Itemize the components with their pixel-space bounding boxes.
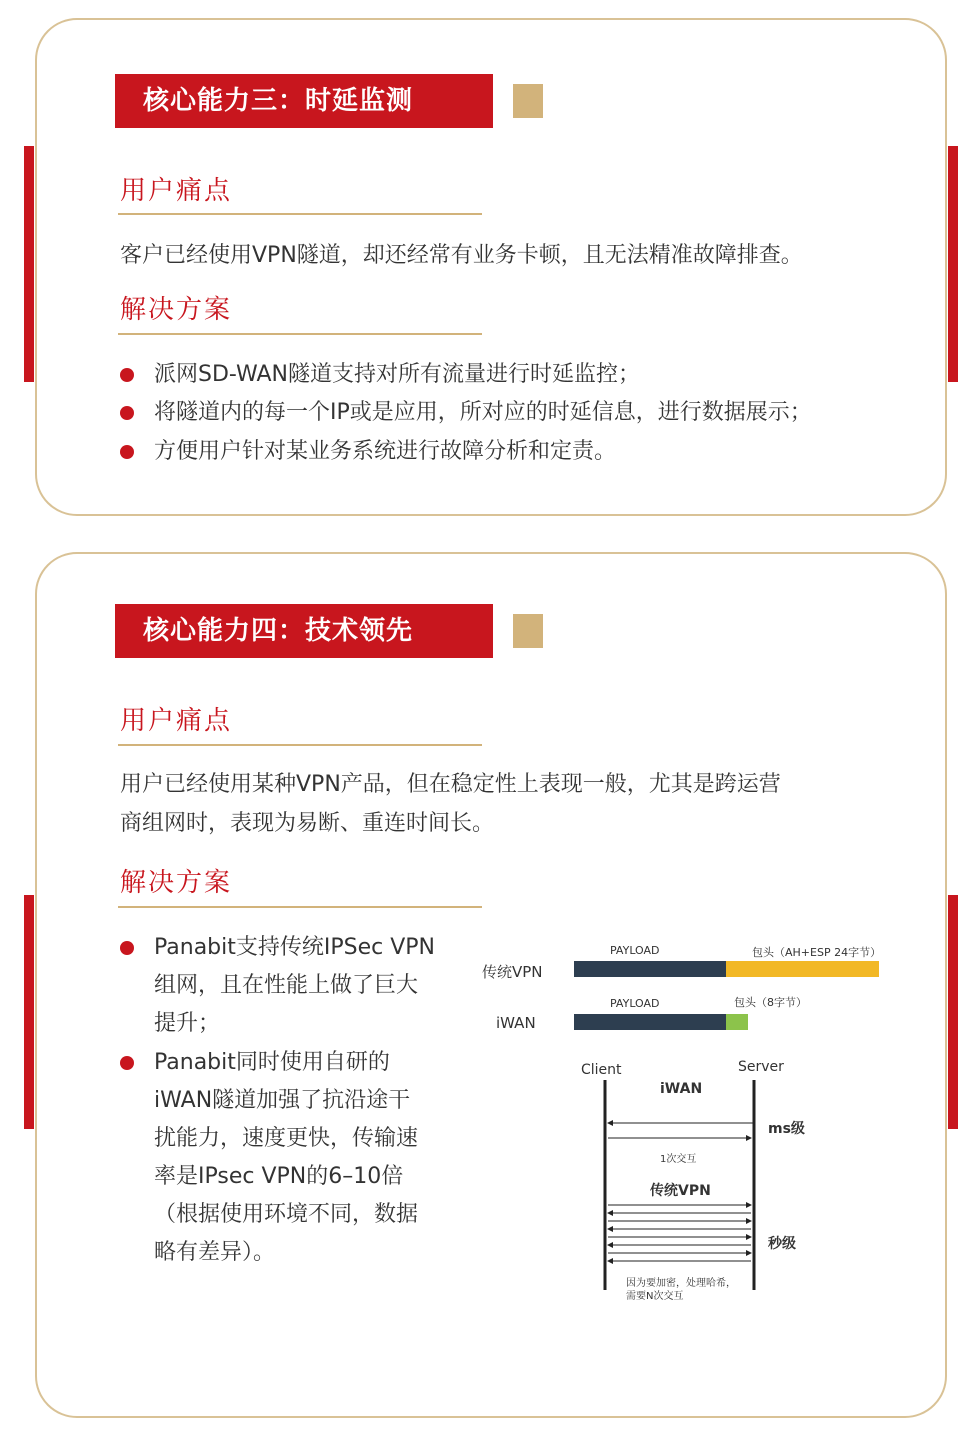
section-title-banner bbox=[115, 74, 545, 128]
bullet-dot bbox=[120, 941, 134, 955]
pain-heading: 用户痛点 bbox=[120, 706, 233, 736]
bullet-text-line: （根据使用环境不同，数据 bbox=[154, 1202, 419, 1227]
iwan-count-label: 1次交互 bbox=[660, 1154, 697, 1165]
header-label: 包头（AH+ESP 24字节） bbox=[752, 946, 882, 959]
bullet-text-line: Panabit同时使用自研的 bbox=[154, 1050, 390, 1075]
bullet-text-line: iWAN隧道加强了抗沿途干 bbox=[154, 1088, 411, 1113]
pain-text-line: 用户已经使用某种VPN产品，但在稳定性上表现一般，尤其是跨运营 bbox=[120, 772, 781, 797]
title-tan-block bbox=[513, 84, 543, 118]
solution-heading: 解决方案 bbox=[120, 868, 233, 898]
title-tan-block bbox=[513, 614, 543, 648]
left-accent-bar bbox=[24, 895, 34, 1129]
bullet-dot bbox=[120, 445, 134, 459]
bullet-text-line: Panabit支持传统IPSec VPN bbox=[154, 935, 436, 960]
bullet-text-line: 组网，且在性能上做了巨大 bbox=[154, 973, 419, 998]
pain-heading-underline bbox=[118, 213, 482, 215]
bullet-dot bbox=[120, 1056, 134, 1070]
pain-heading-underline bbox=[118, 744, 482, 746]
bullet-text-line: 提升； bbox=[154, 1011, 221, 1036]
bullet-text: 方便用户针对某业务系统进行故障分析和定责。 bbox=[154, 439, 617, 464]
row-label: 传统VPN bbox=[482, 963, 543, 981]
vpn-note-line: 因为要加密，处理哈希， bbox=[626, 1278, 736, 1289]
bullet-text-line: 扰能力，速度更快，传输速 bbox=[154, 1126, 419, 1151]
section-title: 核心能力四：技术领先 bbox=[115, 604, 493, 658]
client-label: Client bbox=[581, 1062, 622, 1078]
solution-heading: 解决方案 bbox=[120, 295, 233, 325]
bullet-text: 派网SD-WAN隧道支持对所有流量进行时延监控； bbox=[154, 362, 641, 387]
vpn-title: 传统VPN bbox=[650, 1183, 711, 1199]
payload-label: PAYLOAD bbox=[610, 997, 660, 1010]
server-label: Server bbox=[738, 1059, 784, 1075]
section-title-banner bbox=[115, 604, 545, 658]
bullet-dot bbox=[120, 406, 134, 420]
bullet-text: 将隧道内的每一个IP或是应用，所对应的时延信息，进行数据展示； bbox=[154, 400, 812, 425]
left-accent-bar bbox=[24, 146, 34, 382]
right-accent-bar bbox=[948, 895, 958, 1129]
iwan-title: iWAN bbox=[660, 1081, 703, 1097]
bullet-text bbox=[154, 929, 435, 1043]
vpn-comparison-diagram bbox=[478, 935, 898, 1315]
pain-text: 客户已经使用VPN隧道，却还经常有业务卡顿，且无法精准故障排查。 bbox=[120, 243, 803, 268]
payload-label: PAYLOAD bbox=[610, 944, 660, 957]
vpn-note-line: 需要N次交互 bbox=[626, 1291, 684, 1302]
bullet-text-line: 率是IPsec VPN的6–10倍 bbox=[154, 1164, 404, 1189]
bullet-text-line: 略有差异）。 bbox=[154, 1240, 276, 1265]
header-label: 包头（8字节） bbox=[734, 996, 807, 1009]
vpn-arrows bbox=[608, 1205, 751, 1261]
row-label: iWAN bbox=[496, 1014, 536, 1032]
solution-heading-underline bbox=[118, 906, 482, 908]
pain-text-line: 商组网时，表现为易断、重连时间长。 bbox=[120, 811, 495, 836]
vpn-seconds-label: 秒级 bbox=[768, 1236, 796, 1252]
bullet-text bbox=[154, 1044, 418, 1272]
pain-heading: 用户痛点 bbox=[120, 176, 233, 206]
solution-heading-underline bbox=[118, 333, 482, 335]
section-title: 核心能力三：时延监测 bbox=[115, 74, 493, 128]
right-accent-bar bbox=[948, 146, 958, 382]
bullet-dot bbox=[120, 368, 134, 382]
sequence-diagram-svg bbox=[478, 935, 898, 1315]
iwan-ms-label: ms级 bbox=[768, 1121, 805, 1137]
